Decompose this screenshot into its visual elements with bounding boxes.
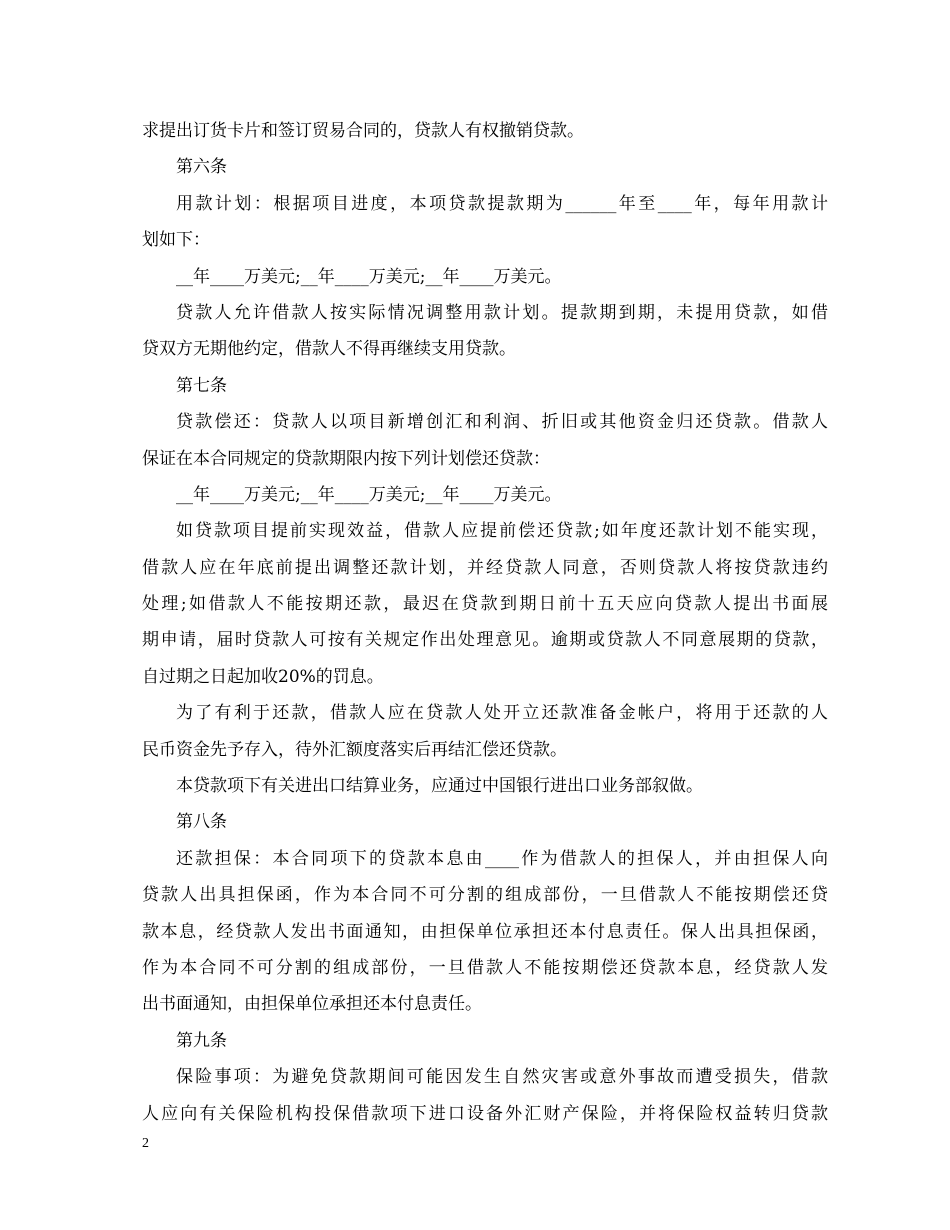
text-line: __年____万美元;__年____万美元;__年____万美元。 bbox=[176, 266, 562, 287]
article-heading: 第八条 bbox=[176, 812, 227, 833]
page-number: 2 bbox=[142, 1136, 149, 1151]
text-line: 保证在本合同规定的贷款期限内按下列计划偿还贷款： bbox=[142, 448, 550, 469]
text-line: 民币资金先予存入，待外汇额度落实后再结汇偿还贷款。 bbox=[142, 739, 567, 760]
text-line: 贷双方无期他约定，借款人不得再继续支用贷款。 bbox=[142, 339, 516, 360]
text-line: 出书面通知，由担保单位承担还本付息责任。 bbox=[142, 994, 482, 1015]
text-line: 贷款人出具担保函，作为本合同不可分割的组成部份，一旦借款人不能按期偿还贷 bbox=[142, 885, 828, 906]
text-line: 求提出订货卡片和签订贸易合同的，贷款人有权撤销贷款。 bbox=[142, 121, 584, 141]
text-line: 贷款偿还：贷款人以项目新增创汇和利润、折旧或其他资金归还贷款。借款人 bbox=[176, 412, 828, 433]
text-line: 划如下： bbox=[142, 230, 210, 251]
text-line: __年____万美元;__年____万美元;__年____万美元。 bbox=[176, 484, 562, 505]
text-line: 款本息，经贷款人发出书面通知，由担保单位承担还本付息责任。保人出具担保函， bbox=[142, 921, 828, 942]
text-line: 保险事项：为避免贷款期间可能因发生自然灾害或意外事故而遭受损失，借款 bbox=[176, 1067, 828, 1088]
text-line: 为了有利于还款，借款人应在贷款人处开立还款准备金帐户，将用于还款的人 bbox=[176, 703, 828, 724]
text-line: 借款人应在年底前提出调整还款计划，并经贷款人同意，否则贷款人将按贷款违约 bbox=[142, 557, 828, 578]
document-body bbox=[142, 113, 828, 1132]
text-line: 作为本合同不可分割的组成部份，一旦借款人不能按期偿还贷款本息，经贷款人发 bbox=[142, 957, 828, 978]
text-line: 贷款人允许借款人按实际情况调整用款计划。提款期到期，未提用贷款，如借 bbox=[176, 302, 828, 323]
text-line: 本贷款项下有关进出口结算业务，应通过中国银行进出口业务部叙做。 bbox=[176, 776, 703, 797]
text-line: 如贷款项目提前实现效益，借款人应提前偿还贷款;如年度还款计划不能实现， bbox=[176, 521, 828, 542]
article-heading: 第六条 bbox=[176, 157, 227, 178]
text-line: 期申请，届时贷款人可按有关规定作出处理意见。逾期或贷款人不同意展期的贷款， bbox=[142, 630, 828, 651]
text-line: 自过期之日起加收20%的罚息。 bbox=[142, 666, 384, 687]
text-line: 用款计划：根据项目进度，本项贷款提款期为______年至____年，每年用款计 bbox=[176, 193, 828, 214]
article-heading: 第七条 bbox=[176, 375, 227, 396]
article-heading: 第九条 bbox=[176, 1030, 227, 1051]
text-line: 人应向有关保险机构投保借款项下进口设备外汇财产保险，并将保险权益转归贷款 bbox=[142, 1103, 828, 1124]
text-line: 还款担保：本合同项下的贷款本息由____作为借款人的担保人，并由担保人向 bbox=[176, 848, 828, 869]
text-line: 处理;如借款人不能按期还款，最迟在贷款到期日前十五天应向贷款人提出书面展 bbox=[142, 594, 828, 615]
